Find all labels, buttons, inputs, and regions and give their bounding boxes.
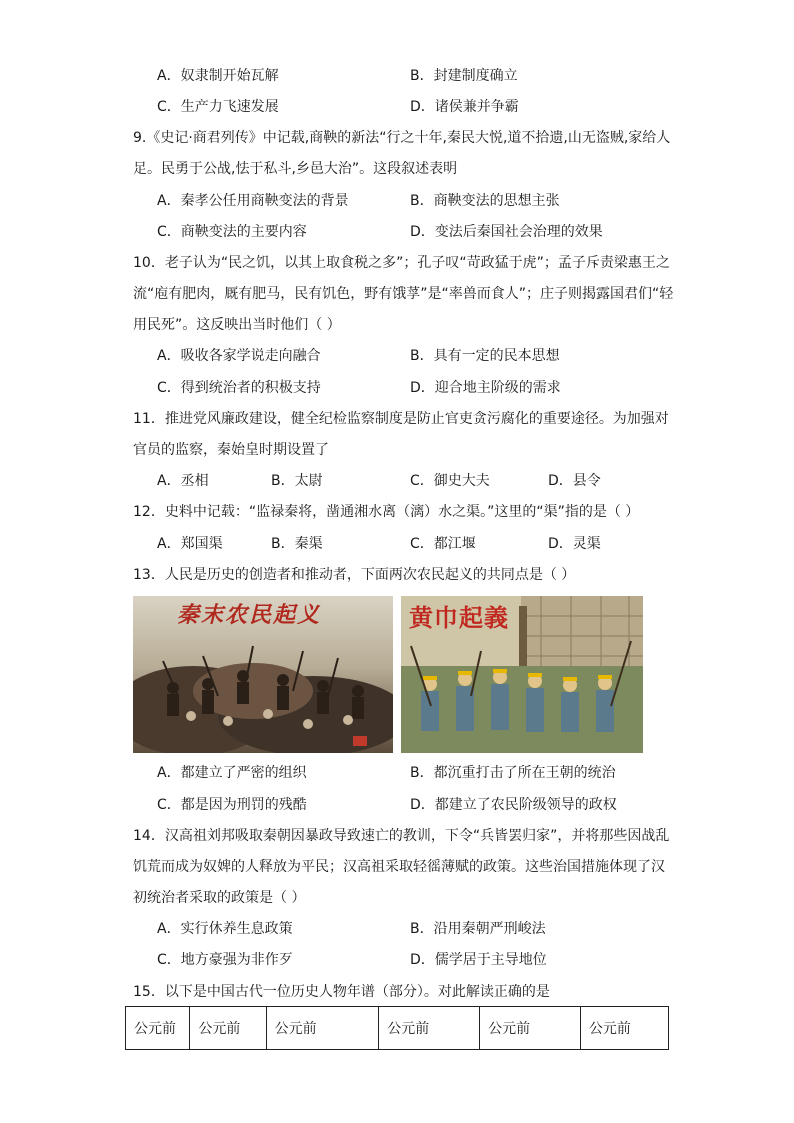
q13-stem: 13．人民是历史的创造者和推动者，下面两次农民起义的共同点是（ ） (133, 567, 576, 583)
q9-option-b[interactable]: B．商鞅变法的思想主张 (410, 193, 560, 209)
q15-stem: 15．以下是中国古代一位历史人物年谱（部分）。对此解读正确的是 (133, 984, 550, 1000)
q11-stem-line2: 官员的监察，秦始皇时期设置了 (133, 442, 329, 458)
q13-option-c[interactable]: C．都是因为刑罚的残酷 (157, 797, 307, 813)
q9-option-c[interactable]: C．商鞅变法的主要内容 (157, 224, 307, 240)
q9-stem-line1: 9.《史记·商君列传》中记载,商鞅的新法“行之十年,秦民大悦,道不拾遗,山无盗贼,家给人 (133, 130, 671, 146)
yellow-turban-title: 黄巾起義 (409, 603, 509, 632)
q13-option-d[interactable]: D．都建立了农民阶级领导的政权 (410, 797, 617, 813)
q14-option-a[interactable]: A．实行休养生息政策 (157, 921, 293, 937)
table-cell: 公元前 (379, 1007, 480, 1050)
q10-stem-line1: 10．老子认为“民之饥，以其上取食税之多”；孔子叹“苛政猛于虎”；孟子斥责梁惠王之 (133, 255, 670, 271)
q11-stem-line1: 11．推进党风廉政建设，健全纪检监察制度是防止官吏贪污腐化的重要途径。为加强对 (133, 411, 669, 427)
q10-option-c[interactable]: C．得到统治者的积极支持 (157, 380, 321, 396)
q13-option-b[interactable]: B．都沉重打击了所在王朝的统治 (410, 765, 616, 781)
q12-stem: 12．史料中记载：“监禄秦将，凿通湘水离（漓）水之渠。”这里的“渠”指的是（ ） (133, 504, 640, 520)
q10-option-b[interactable]: B．具有一定的民本思想 (410, 348, 560, 364)
q14-stem-line1: 14．汉高祖刘邦吸取秦朝因暴政导致速亡的教训，下令“兵皆罢归家”，并将那些因战乱 (133, 828, 670, 844)
q8-option-a[interactable]: A．奴隶制开始瓦解 (157, 68, 279, 84)
q14-stem-line2: 饥荒而成为奴婢的人释放为平民；汉高祖采取轻徭薄赋的政策。这些治国措施体现了汉 (133, 859, 665, 875)
table-cell: 公元前 (480, 1007, 581, 1050)
table-row (126, 1007, 669, 1050)
q8-option-d[interactable]: D．诸侯兼并争霸 (410, 99, 519, 115)
q12-option-a[interactable]: A．郑国渠 (157, 536, 223, 552)
q14-option-b[interactable]: B．沿用秦朝严刑峻法 (410, 921, 546, 937)
q11-option-a[interactable]: A．丞相 (157, 473, 209, 489)
q14-stem-line3: 初统治者采取的政策是（ ） (133, 890, 306, 906)
q13-option-a[interactable]: A．都建立了严密的组织 (157, 765, 307, 781)
q10-stem-line2: 流“庖有肥肉，厩有肥马，民有饥色，野有饿莩”是“率兽而食人”；庄子则揭露国君们“轻 (133, 286, 674, 302)
q14-option-d[interactable]: D．儒学居于主导地位 (410, 952, 547, 968)
qin-uprising-title: 秦末农民起义 (177, 602, 322, 628)
q12-option-d[interactable]: D．灵渠 (548, 536, 601, 552)
q10-option-d[interactable]: D．迎合地主阶级的需求 (410, 380, 561, 396)
q11-option-c[interactable]: C．御史大夫 (410, 473, 490, 489)
chronology-table (125, 1006, 669, 1050)
table-cell: 公元前 (266, 1007, 379, 1050)
table-cell: 公元前 (126, 1007, 190, 1050)
q11-option-b[interactable]: B．太尉 (271, 473, 323, 489)
q9-option-d[interactable]: D．变法后秦国社会治理的效果 (410, 224, 603, 240)
yellow-turban-illustration (401, 596, 643, 753)
q14-option-c[interactable]: C．地方豪强为非作歹 (157, 952, 293, 968)
q8-option-b[interactable]: B．封建制度确立 (410, 68, 518, 84)
q9-option-a[interactable]: A．秦孝公任用商鞅变法的背景 (157, 193, 349, 209)
q11-option-d[interactable]: D．县令 (548, 473, 601, 489)
q8-option-c[interactable]: C．生产力飞速发展 (157, 99, 279, 115)
q12-option-b[interactable]: B．秦渠 (271, 536, 323, 552)
q10-option-a[interactable]: A．吸收各家学说走向融合 (157, 348, 321, 364)
q9-stem-line2: 足。民勇于公战,怯于私斗,乡邑大治”。这段叙述表明 (133, 161, 458, 177)
table-cell: 公元前 (190, 1007, 266, 1050)
qin-uprising-illustration (133, 596, 393, 753)
table-cell: 公元前 (580, 1007, 668, 1050)
q10-stem-line3: 用民死”。这反映出当时他们（ ） (133, 317, 341, 333)
q12-option-c[interactable]: C．都江堰 (410, 536, 476, 552)
red-seal-icon (353, 736, 367, 746)
